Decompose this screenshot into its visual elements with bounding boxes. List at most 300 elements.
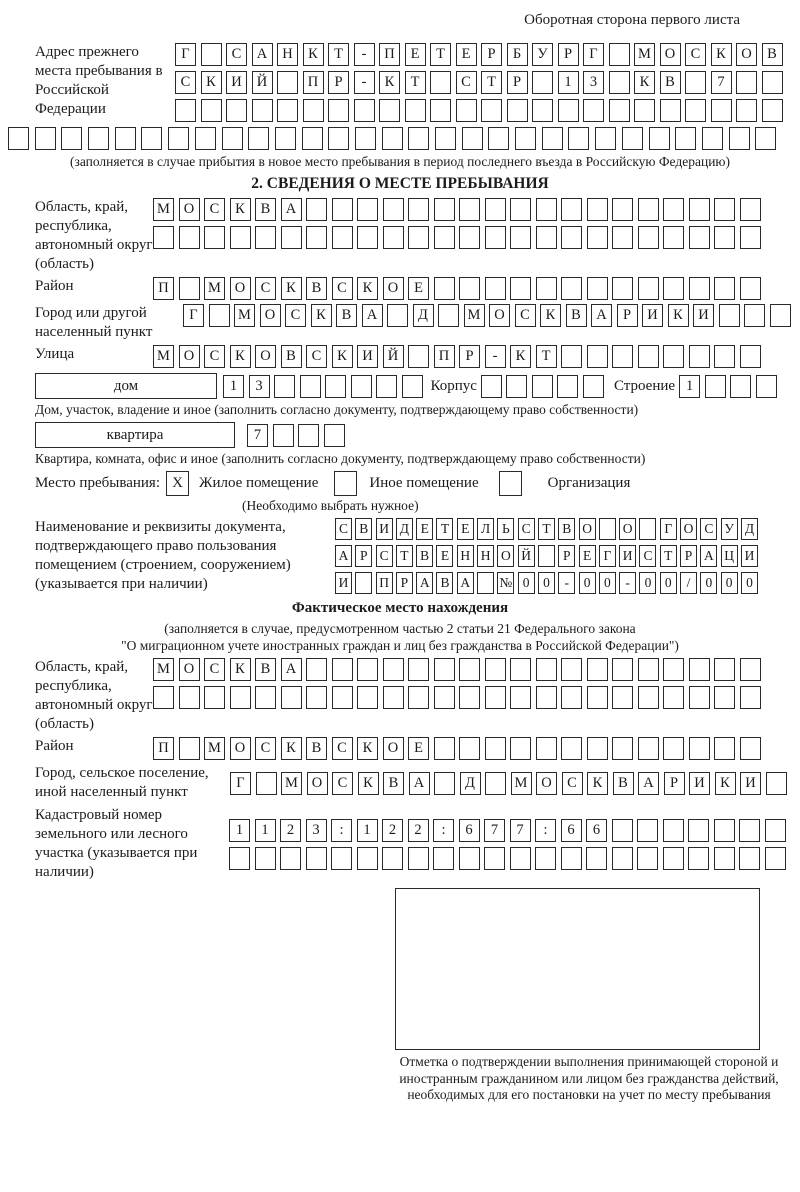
- char-box[interactable]: [663, 686, 684, 709]
- char-box[interactable]: И: [693, 304, 714, 327]
- char-box[interactable]: [328, 127, 349, 150]
- char-box[interactable]: [226, 99, 247, 122]
- char-box[interactable]: О: [383, 277, 404, 300]
- char-box[interactable]: О: [179, 198, 200, 221]
- char-box[interactable]: К: [540, 304, 561, 327]
- char-box[interactable]: С: [332, 277, 353, 300]
- char-box[interactable]: Е: [405, 43, 426, 66]
- char-box[interactable]: [638, 226, 659, 249]
- char-box[interactable]: [204, 686, 225, 709]
- char-box[interactable]: [638, 198, 659, 221]
- char-box[interactable]: [302, 127, 323, 150]
- char-box[interactable]: К: [379, 71, 400, 94]
- char-box[interactable]: [382, 127, 403, 150]
- char-box[interactable]: [484, 847, 505, 870]
- char-box[interactable]: О: [497, 545, 514, 567]
- char-box[interactable]: Т: [660, 545, 677, 567]
- char-box[interactable]: [663, 737, 684, 760]
- char-box[interactable]: Г: [175, 43, 196, 66]
- char-box[interactable]: И: [689, 772, 710, 795]
- char-box[interactable]: Т: [405, 71, 426, 94]
- char-box[interactable]: [583, 99, 604, 122]
- char-box[interactable]: [587, 277, 608, 300]
- char-box[interactable]: [663, 198, 684, 221]
- char-box[interactable]: [685, 99, 706, 122]
- char-box[interactable]: [324, 424, 345, 447]
- char-box[interactable]: [675, 127, 696, 150]
- char-box[interactable]: [402, 375, 423, 398]
- char-box[interactable]: Н: [477, 545, 494, 567]
- char-box[interactable]: Д: [396, 518, 413, 540]
- char-box[interactable]: [638, 686, 659, 709]
- char-box[interactable]: [612, 686, 633, 709]
- char-box[interactable]: №: [497, 572, 514, 594]
- char-box[interactable]: А: [700, 545, 717, 567]
- char-box[interactable]: Р: [558, 43, 579, 66]
- char-box[interactable]: [510, 658, 531, 681]
- char-box[interactable]: [756, 375, 777, 398]
- char-box[interactable]: [740, 277, 761, 300]
- char-box[interactable]: П: [434, 345, 455, 368]
- char-box[interactable]: Е: [456, 43, 477, 66]
- char-box[interactable]: [435, 127, 456, 150]
- char-box[interactable]: [536, 737, 557, 760]
- char-box[interactable]: [714, 686, 735, 709]
- char-box[interactable]: Е: [436, 545, 453, 567]
- char-box[interactable]: [609, 99, 630, 122]
- char-box[interactable]: К: [587, 772, 608, 795]
- char-box[interactable]: [663, 345, 684, 368]
- char-box[interactable]: [561, 345, 582, 368]
- char-box[interactable]: [587, 198, 608, 221]
- char-box[interactable]: И: [740, 772, 761, 795]
- char-box[interactable]: [770, 304, 791, 327]
- char-box[interactable]: [587, 345, 608, 368]
- char-box[interactable]: [689, 345, 710, 368]
- char-box[interactable]: [485, 198, 506, 221]
- char-box[interactable]: [354, 99, 375, 122]
- char-box[interactable]: [488, 127, 509, 150]
- char-box[interactable]: [736, 99, 757, 122]
- char-box[interactable]: [230, 686, 251, 709]
- char-box[interactable]: [357, 198, 378, 221]
- char-box[interactable]: К: [357, 277, 378, 300]
- char-box[interactable]: [383, 198, 404, 221]
- char-box[interactable]: Г: [583, 43, 604, 66]
- char-box[interactable]: [561, 198, 582, 221]
- char-box[interactable]: [35, 127, 56, 150]
- char-box[interactable]: Р: [355, 545, 372, 567]
- char-box[interactable]: Т: [536, 345, 557, 368]
- char-box[interactable]: В: [436, 572, 453, 594]
- char-box[interactable]: М: [464, 304, 485, 327]
- char-box[interactable]: [510, 277, 531, 300]
- char-box[interactable]: И: [376, 518, 393, 540]
- char-box[interactable]: А: [591, 304, 612, 327]
- char-box[interactable]: [638, 345, 659, 368]
- char-box[interactable]: [740, 198, 761, 221]
- char-box[interactable]: [485, 772, 506, 795]
- char-box[interactable]: Д: [741, 518, 758, 540]
- char-box[interactable]: О: [619, 518, 636, 540]
- char-box[interactable]: -: [485, 345, 506, 368]
- char-box[interactable]: И: [642, 304, 663, 327]
- char-box[interactable]: [306, 658, 327, 681]
- char-box[interactable]: М: [281, 772, 302, 795]
- char-box[interactable]: [755, 127, 776, 150]
- char-box[interactable]: [510, 198, 531, 221]
- char-box[interactable]: С: [518, 518, 535, 540]
- char-box[interactable]: В: [336, 304, 357, 327]
- char-box[interactable]: А: [252, 43, 273, 66]
- char-box[interactable]: Г: [183, 304, 204, 327]
- char-box[interactable]: Т: [538, 518, 555, 540]
- char-box[interactable]: [612, 198, 633, 221]
- char-box[interactable]: В: [255, 658, 276, 681]
- char-box[interactable]: С: [175, 71, 196, 94]
- char-box[interactable]: [255, 847, 276, 870]
- char-box[interactable]: С: [700, 518, 717, 540]
- char-box[interactable]: [612, 345, 633, 368]
- char-box[interactable]: А: [362, 304, 383, 327]
- char-box[interactable]: [740, 345, 761, 368]
- char-box[interactable]: С: [515, 304, 536, 327]
- char-box[interactable]: В: [566, 304, 587, 327]
- char-box[interactable]: И: [335, 572, 352, 594]
- char-box[interactable]: /: [680, 572, 697, 594]
- char-box[interactable]: М: [153, 345, 174, 368]
- char-box[interactable]: 1: [357, 819, 378, 842]
- char-box[interactable]: [649, 127, 670, 150]
- char-box[interactable]: [430, 99, 451, 122]
- char-box[interactable]: [714, 198, 735, 221]
- char-box[interactable]: [277, 99, 298, 122]
- char-box[interactable]: О: [660, 43, 681, 66]
- char-box[interactable]: [434, 658, 455, 681]
- char-box[interactable]: 1: [679, 375, 700, 398]
- char-box[interactable]: [561, 658, 582, 681]
- char-box[interactable]: С: [456, 71, 477, 94]
- char-box[interactable]: [568, 127, 589, 150]
- char-box[interactable]: [332, 686, 353, 709]
- char-box[interactable]: -: [354, 71, 375, 94]
- char-box[interactable]: [201, 99, 222, 122]
- char-box[interactable]: А: [409, 772, 430, 795]
- char-box[interactable]: [660, 99, 681, 122]
- checkbox-organizatsiya[interactable]: [499, 471, 522, 496]
- char-box[interactable]: 0: [538, 572, 555, 594]
- char-box[interactable]: [638, 658, 659, 681]
- char-box[interactable]: Р: [617, 304, 638, 327]
- char-box[interactable]: С: [562, 772, 583, 795]
- char-box[interactable]: 0: [579, 572, 596, 594]
- char-box[interactable]: М: [153, 658, 174, 681]
- char-box[interactable]: О: [579, 518, 596, 540]
- char-box[interactable]: [714, 345, 735, 368]
- char-box[interactable]: [587, 226, 608, 249]
- char-box[interactable]: [714, 226, 735, 249]
- char-box[interactable]: [332, 658, 353, 681]
- char-box[interactable]: [405, 99, 426, 122]
- char-box[interactable]: К: [230, 658, 251, 681]
- char-box[interactable]: У: [532, 43, 553, 66]
- char-box[interactable]: [408, 345, 429, 368]
- char-box[interactable]: [179, 226, 200, 249]
- char-box[interactable]: В: [355, 518, 372, 540]
- char-box[interactable]: Р: [396, 572, 413, 594]
- char-box[interactable]: В: [558, 518, 575, 540]
- char-box[interactable]: М: [634, 43, 655, 66]
- char-box[interactable]: [481, 99, 502, 122]
- char-box[interactable]: [538, 545, 555, 567]
- char-box[interactable]: К: [715, 772, 736, 795]
- char-box[interactable]: [639, 518, 656, 540]
- char-box[interactable]: [766, 772, 787, 795]
- char-box[interactable]: [689, 226, 710, 249]
- char-box[interactable]: [612, 277, 633, 300]
- char-box[interactable]: [306, 198, 327, 221]
- char-box[interactable]: [222, 127, 243, 150]
- char-box[interactable]: Т: [481, 71, 502, 94]
- char-box[interactable]: С: [255, 277, 276, 300]
- char-box[interactable]: -: [619, 572, 636, 594]
- char-box[interactable]: О: [230, 737, 251, 760]
- char-box[interactable]: [485, 226, 506, 249]
- char-box[interactable]: [689, 737, 710, 760]
- char-box[interactable]: Й: [252, 71, 273, 94]
- char-box[interactable]: Т: [436, 518, 453, 540]
- char-box[interactable]: [689, 686, 710, 709]
- char-box[interactable]: 1: [558, 71, 579, 94]
- char-box[interactable]: 1: [229, 819, 250, 842]
- char-box[interactable]: В: [416, 545, 433, 567]
- char-box[interactable]: [536, 198, 557, 221]
- char-box[interactable]: М: [511, 772, 532, 795]
- char-box[interactable]: [711, 99, 732, 122]
- char-box[interactable]: [561, 277, 582, 300]
- char-box[interactable]: П: [379, 43, 400, 66]
- char-box[interactable]: -: [354, 43, 375, 66]
- char-box[interactable]: Ц: [721, 545, 738, 567]
- char-box[interactable]: К: [668, 304, 689, 327]
- char-box[interactable]: [201, 43, 222, 66]
- char-box[interactable]: К: [711, 43, 732, 66]
- char-box[interactable]: [688, 819, 709, 842]
- char-box[interactable]: О: [680, 518, 697, 540]
- char-box[interactable]: Р: [680, 545, 697, 567]
- char-box[interactable]: К: [201, 71, 222, 94]
- char-box[interactable]: Е: [408, 737, 429, 760]
- char-box[interactable]: О: [736, 43, 757, 66]
- char-box[interactable]: [273, 424, 294, 447]
- char-box[interactable]: [587, 737, 608, 760]
- char-box[interactable]: [663, 277, 684, 300]
- char-box[interactable]: [515, 127, 536, 150]
- char-box[interactable]: Е: [579, 545, 596, 567]
- char-box[interactable]: [719, 304, 740, 327]
- char-box[interactable]: [663, 226, 684, 249]
- char-box[interactable]: [153, 226, 174, 249]
- char-box[interactable]: [303, 99, 324, 122]
- char-box[interactable]: М: [234, 304, 255, 327]
- char-box[interactable]: [532, 375, 553, 398]
- char-box[interactable]: 1: [255, 819, 276, 842]
- char-box[interactable]: [510, 226, 531, 249]
- char-box[interactable]: В: [613, 772, 634, 795]
- char-box[interactable]: [744, 304, 765, 327]
- char-box[interactable]: [705, 375, 726, 398]
- char-box[interactable]: К: [230, 345, 251, 368]
- char-box[interactable]: И: [226, 71, 247, 94]
- char-box[interactable]: [115, 127, 136, 150]
- char-box[interactable]: Г: [230, 772, 251, 795]
- char-box[interactable]: [328, 99, 349, 122]
- char-box[interactable]: [536, 686, 557, 709]
- char-box[interactable]: Р: [459, 345, 480, 368]
- char-box[interactable]: [281, 226, 302, 249]
- char-box[interactable]: [485, 686, 506, 709]
- char-box[interactable]: [536, 277, 557, 300]
- char-box[interactable]: 6: [459, 819, 480, 842]
- char-box[interactable]: [61, 127, 82, 150]
- char-box[interactable]: [256, 772, 277, 795]
- char-box[interactable]: [434, 686, 455, 709]
- char-box[interactable]: [689, 198, 710, 221]
- checkbox-zhiloe[interactable]: X: [166, 471, 189, 496]
- char-box[interactable]: [612, 819, 633, 842]
- char-box[interactable]: Е: [408, 277, 429, 300]
- char-box[interactable]: [430, 71, 451, 94]
- char-box[interactable]: А: [457, 572, 474, 594]
- char-box[interactable]: [612, 226, 633, 249]
- char-box[interactable]: [510, 686, 531, 709]
- char-box[interactable]: [434, 737, 455, 760]
- char-box[interactable]: [561, 686, 582, 709]
- char-box[interactable]: [739, 847, 760, 870]
- char-box[interactable]: А: [281, 198, 302, 221]
- char-box[interactable]: Н: [457, 545, 474, 567]
- char-box[interactable]: О: [489, 304, 510, 327]
- char-box[interactable]: Д: [413, 304, 434, 327]
- char-box[interactable]: [637, 847, 658, 870]
- char-box[interactable]: А: [638, 772, 659, 795]
- char-box[interactable]: [535, 847, 556, 870]
- char-box[interactable]: [8, 127, 29, 150]
- char-box[interactable]: [612, 737, 633, 760]
- char-box[interactable]: [382, 847, 403, 870]
- char-box[interactable]: [379, 99, 400, 122]
- char-box[interactable]: 6: [561, 819, 582, 842]
- char-box[interactable]: С: [204, 198, 225, 221]
- char-box[interactable]: 7: [711, 71, 732, 94]
- char-box[interactable]: Ь: [497, 518, 514, 540]
- char-box[interactable]: К: [281, 737, 302, 760]
- char-box[interactable]: [383, 226, 404, 249]
- char-box[interactable]: [506, 375, 527, 398]
- char-box[interactable]: [255, 686, 276, 709]
- char-box[interactable]: [557, 375, 578, 398]
- char-box[interactable]: [485, 277, 506, 300]
- char-box[interactable]: 0: [721, 572, 738, 594]
- char-box[interactable]: [638, 277, 659, 300]
- char-box[interactable]: Б: [507, 43, 528, 66]
- char-box[interactable]: И: [741, 545, 758, 567]
- char-box[interactable]: П: [376, 572, 393, 594]
- char-box[interactable]: [325, 375, 346, 398]
- char-box[interactable]: [637, 819, 658, 842]
- char-box[interactable]: -: [558, 572, 575, 594]
- char-box[interactable]: [387, 304, 408, 327]
- char-box[interactable]: [762, 99, 783, 122]
- char-box[interactable]: С: [335, 518, 352, 540]
- char-box[interactable]: [765, 819, 786, 842]
- char-box[interactable]: А: [416, 572, 433, 594]
- char-box[interactable]: [275, 127, 296, 150]
- char-box[interactable]: [434, 198, 455, 221]
- char-box[interactable]: В: [660, 71, 681, 94]
- char-box[interactable]: [408, 226, 429, 249]
- char-box[interactable]: 1: [223, 375, 244, 398]
- char-box[interactable]: [332, 226, 353, 249]
- char-box[interactable]: [355, 572, 372, 594]
- char-box[interactable]: [298, 424, 319, 447]
- char-box[interactable]: 6: [586, 819, 607, 842]
- char-box[interactable]: [306, 686, 327, 709]
- char-box[interactable]: О: [179, 345, 200, 368]
- char-box[interactable]: Р: [328, 71, 349, 94]
- char-box[interactable]: [408, 686, 429, 709]
- char-box[interactable]: 2: [280, 819, 301, 842]
- char-box[interactable]: [434, 772, 455, 795]
- char-box[interactable]: Й: [383, 345, 404, 368]
- char-box[interactable]: [331, 847, 352, 870]
- char-box[interactable]: П: [153, 737, 174, 760]
- char-box[interactable]: [714, 737, 735, 760]
- char-box[interactable]: [141, 127, 162, 150]
- char-box[interactable]: [175, 99, 196, 122]
- char-box[interactable]: [462, 127, 483, 150]
- char-box[interactable]: В: [255, 198, 276, 221]
- char-box[interactable]: [277, 71, 298, 94]
- char-box[interactable]: [714, 277, 735, 300]
- char-box[interactable]: [689, 277, 710, 300]
- char-box[interactable]: [730, 375, 751, 398]
- checkbox-inoe[interactable]: [334, 471, 357, 496]
- char-box[interactable]: В: [383, 772, 404, 795]
- char-box[interactable]: [306, 226, 327, 249]
- char-box[interactable]: О: [383, 737, 404, 760]
- char-box[interactable]: С: [226, 43, 247, 66]
- char-box[interactable]: [485, 737, 506, 760]
- char-box[interactable]: [153, 686, 174, 709]
- char-box[interactable]: [209, 304, 230, 327]
- char-box[interactable]: Т: [328, 43, 349, 66]
- char-box[interactable]: А: [281, 658, 302, 681]
- char-box[interactable]: В: [281, 345, 302, 368]
- char-box[interactable]: [634, 99, 655, 122]
- char-box[interactable]: [714, 658, 735, 681]
- char-box[interactable]: [688, 847, 709, 870]
- char-box[interactable]: [459, 686, 480, 709]
- char-box[interactable]: К: [303, 43, 324, 66]
- char-box[interactable]: [248, 127, 269, 150]
- char-box[interactable]: [179, 686, 200, 709]
- char-box[interactable]: [481, 375, 502, 398]
- char-box[interactable]: М: [153, 198, 174, 221]
- char-box[interactable]: [542, 127, 563, 150]
- char-box[interactable]: С: [255, 737, 276, 760]
- char-box[interactable]: [586, 847, 607, 870]
